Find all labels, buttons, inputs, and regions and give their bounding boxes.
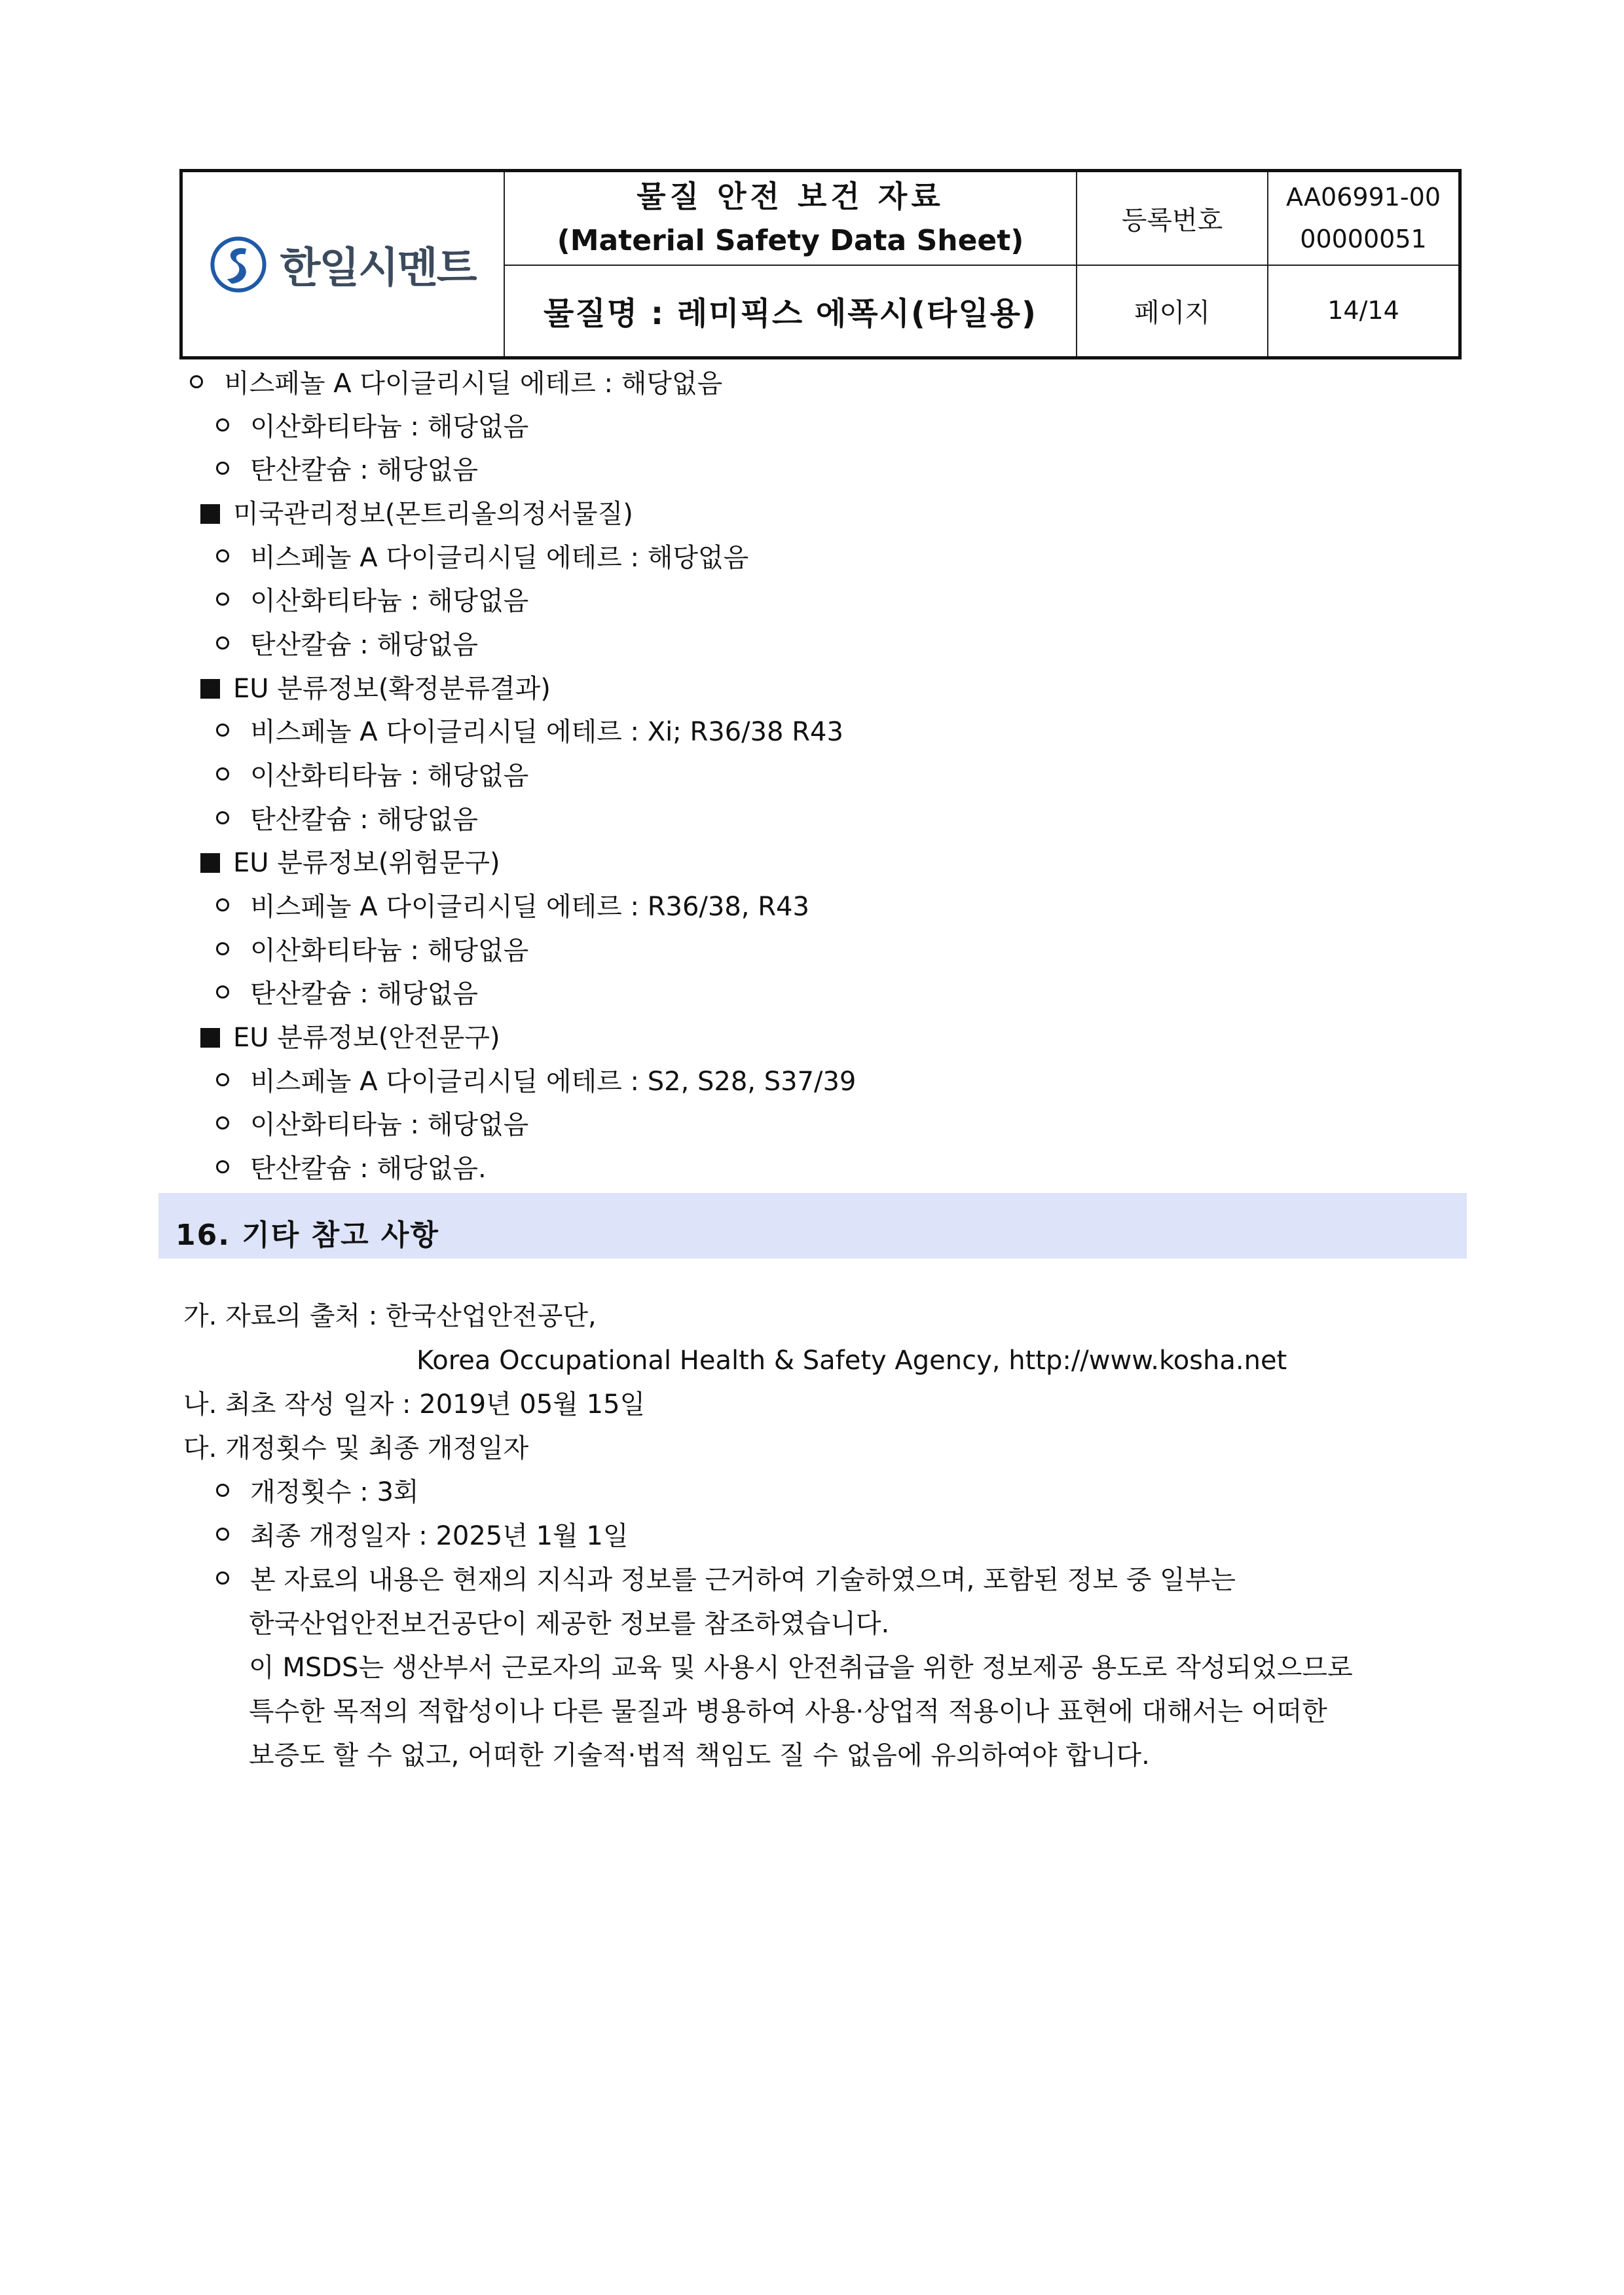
registration-number-value [1268,171,1460,265]
page-number: 14/14 [1268,265,1460,358]
list-item: 탄산칼슘 : 해당없음 [216,457,478,483]
registration-number-label: 등록번호 [1077,171,1268,265]
list-item: 이산화티타늄 : 해당없음 [216,588,528,614]
list-item: 비스페놀 A 다이글리시딜 에테르 : 해당없음 [216,545,748,571]
list-item: 비스페놀 A 다이글리시딜 에테르 : 해당없음 [190,371,722,397]
circle-bullet-icon [216,1571,229,1585]
circle-bullet-icon [216,418,229,431]
circle-bullet-icon [216,942,229,955]
group-heading: EU 분류정보(위험문구) [200,850,500,876]
group-heading: 미국관리정보(몬트리올의정서물질) [200,501,633,527]
company-logo-text: 한일시멘트 [280,244,476,293]
note-line: 이 MSDS는 생산부서 근로자의 교육 및 사용시 안전취급을 위한 정보제공 용도로 작성되었으므로 [249,1653,1353,1683]
creation-date-line: 나. 최초 작성 일자 : 2019년 05월 15일 [183,1389,646,1420]
square-bullet-icon [200,1028,220,1048]
circle-bullet-icon [190,375,203,388]
circle-bullet-icon [216,1484,229,1497]
registration-number-line-1: AA06991-00 [1286,182,1441,211]
note-line: 한국산업안전보건공단이 제공한 정보를 참조하였습니다. [249,1609,890,1639]
circle-bullet-icon [216,1160,229,1173]
registration-number-line-2: 00000051 [1300,225,1427,254]
source-line-english: Korea Occupational Health & Safety Agency, http://www.kosha.net [416,1346,1287,1376]
circle-bullet-icon [216,636,229,650]
list-item: 이산화티타늄 : 해당없음 [216,414,528,440]
square-bullet-icon [200,853,220,873]
document-title-english: (Material Safety Data Sheet) [557,223,1024,257]
group-heading: EU 분류정보(확정분류결과) [200,676,551,702]
square-bullet-icon [200,679,220,699]
msds-header-table [179,169,1462,359]
material-name: 물질명 : 레미픽스 에폭시(타일용) [504,265,1077,358]
circle-bullet-icon [216,1073,229,1086]
circle-bullet-icon [216,985,229,999]
note-line: 특수한 목적의 적합성이나 다른 물질과 병용하여 사용·상업적 적용이나 표현에 대해서는 어떠한 [249,1697,1327,1727]
section-title: 16. 기타 참고 사항 [175,1219,439,1252]
list-item: 비스페놀 A 다이글리시딜 에테르 : R36/38, R43 [216,894,809,920]
list-item: 비스페놀 A 다이글리시딜 에테르 : S2, S28, S37/39 [216,1069,856,1095]
circle-bullet-icon [216,724,229,737]
company-logo [183,234,504,295]
revision-heading: 다. 개정횟수 및 최종 개정일자 [183,1433,529,1463]
note-line: 보증도 할 수 없고, 어떠한 기술적·법적 책임도 질 수 없음에 유의하여야 합니다. [249,1740,1150,1771]
document-title-cell [504,171,1077,265]
list-item: 탄산칼슘 : 해당없음 [216,981,478,1007]
circle-bullet-icon [216,1528,229,1541]
company-logo-mark-icon [210,236,267,293]
list-item: 탄산칼슘 : 해당없음 [216,632,478,658]
list-item: 비스페놀 A 다이글리시딜 에테르 : Xi; R36/38 R43 [216,719,843,745]
list-item: 개정횟수 : 3회 [216,1479,419,1505]
circle-bullet-icon [216,811,229,824]
circle-bullet-icon [216,1116,229,1129]
company-logo-cell [181,171,505,358]
page-label: 페이지 [1077,265,1268,358]
circle-bullet-icon [216,462,229,475]
list-item: 이산화티타늄 : 해당없음 [216,1112,528,1138]
list-item: 탄산칼슘 : 해당없음 [216,807,478,833]
source-line: 가. 자료의 출처 : 한국산업안전공단, [183,1301,597,1331]
circle-bullet-icon [216,549,229,562]
list-item: 최종 개정일자 : 2025년 1월 1일 [216,1523,629,1549]
circle-bullet-icon [216,767,229,780]
square-bullet-icon [200,504,220,524]
list-item: 이산화티타늄 : 해당없음 [216,763,528,789]
document-title-korean: 물질 안전 보건 자료 [637,178,944,214]
circle-bullet-icon [216,593,229,606]
list-item: 본 자료의 내용은 현재의 지식과 정보를 근거하여 기술하였으며, 포함된 정보 중 일부는 [216,1567,1236,1593]
list-item: 탄산칼슘 : 해당없음. [216,1156,487,1182]
circle-bullet-icon [216,898,229,911]
list-item: 이산화티타늄 : 해당없음 [216,938,528,964]
group-heading: EU 분류정보(안전문구) [200,1025,500,1051]
